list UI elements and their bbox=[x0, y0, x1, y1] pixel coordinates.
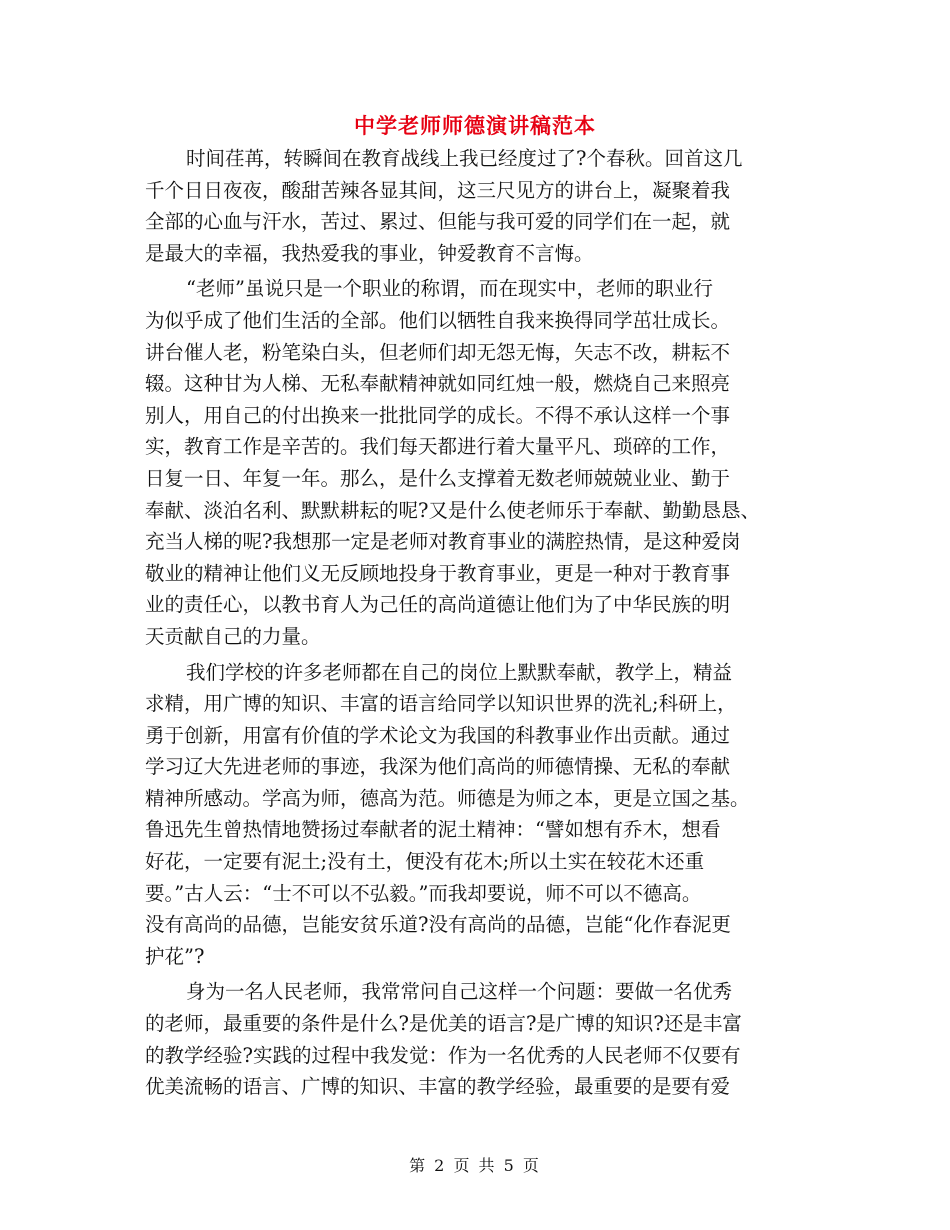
paragraph-line: 的老师，最重要的条件是什么?是优美的语言?是广博的知识?还是丰富 bbox=[145, 1012, 742, 1036]
paragraph-line: 我们学校的许多老师都在自己的岗位上默默奉献，教学上，精益 bbox=[186, 660, 733, 684]
paragraph-line: 没有高尚的品德，岂能安贫乐道?没有高尚的品德，岂能“化作春泥更 bbox=[145, 913, 731, 937]
paragraph-line: 护花”? bbox=[145, 944, 205, 968]
paragraph-line: 日复一日、年复一年。那么，是什么支撑着无数老师兢兢业业、勤于 bbox=[145, 466, 731, 490]
paragraph-line: 别人，用自己的付出换来一批批同学的成长。不得不承认这样一个事 bbox=[145, 403, 731, 427]
paragraph-line: 奉献、淡泊名利、默默耕耘的呢?又是什么使老师乐于奉献、勤勤恳恳、 bbox=[145, 498, 760, 522]
paragraph-line: 时间荏苒，转瞬间在教育战线上我已经度过了?个春秋。回首这几 bbox=[186, 147, 743, 170]
paragraph-line: 实，教育工作是辛苦的。我们每天都进行着大量平凡、琐碎的工作， bbox=[145, 435, 731, 459]
paragraph-line: 的教学经验?实践的过程中我发觉：作为一名优秀的人民老师不仅要有 bbox=[145, 1043, 741, 1067]
paragraph-line: “老师”虽说只是一个职业的称谓，而在现实中，老师的职业行 bbox=[186, 277, 713, 301]
paragraph-line: 学习辽大先进老师的事迹，我深为他们高尚的师德情操、无私的奉献 bbox=[145, 755, 731, 779]
paragraph-line: 敬业的精神让他们义无反顾地投身于教育事业，更是一种对于教育事 bbox=[145, 561, 731, 585]
paragraph-line: 辍。这种甘为人梯、无私奉献精神就如同红烛一般，燃烧自己来照亮 bbox=[145, 372, 731, 396]
paragraph-line: 全部的心血与汗水，苦过、累过、但能与我可爱的同学们在一起，就 bbox=[145, 210, 731, 234]
paragraph-line: 天贡献自己的力量。 bbox=[145, 624, 321, 648]
paragraph-line: 是最大的幸福，我热爱我的事业，钟爱教育不言悔。 bbox=[145, 241, 594, 265]
document-title: 中学老师师德演讲稿范本 bbox=[354, 114, 596, 138]
paragraph-line: 业的责任心，以教书育人为己任的高尚道德让他们为了中华民族的明 bbox=[145, 593, 731, 617]
paragraph-line: 鲁迅先生曾热情地赞扬过奉献者的泥土精神：“譬如想有乔木，想看 bbox=[145, 818, 721, 842]
paragraph-line: 勇于创新，用富有价值的学术论文为我国的科教事业作出贡献。通过 bbox=[145, 723, 731, 747]
paragraph-line: 千个日日夜夜，酸甜苦辣各显其间，这三尺见方的讲台上，凝聚着我 bbox=[145, 178, 731, 202]
paragraph-line: 精神所感动。学高为师，德高为范。师德是为师之本，更是立国之基。 bbox=[145, 786, 750, 810]
paragraph-line: 优美流畅的语言、广博的知识、丰富的教学经验，最重要的是要有爱 bbox=[145, 1075, 731, 1099]
page-number-footer: 第 2 页 共 5 页 bbox=[409, 1156, 541, 1175]
paragraph-line: 身为一名人民老师，我常常问自己这样一个问题：要做一名优秀 bbox=[186, 980, 733, 1004]
paragraph-line: 充当人梯的呢?我想那一定是老师对教育事业的满腔热情，是这种爱岗 bbox=[145, 530, 741, 554]
paragraph-line: 求精，用广博的知识、丰富的语言给同学以知识世界的洗礼;科研上， bbox=[145, 692, 737, 716]
paragraph-line: 讲台催人老，粉笔染白头，但老师们却无怨无悔，矢志不改，耕耘不 bbox=[145, 340, 731, 364]
paragraph-line: 为似乎成了他们生活的全部。他们以牺牲自我来换得同学茁壮成长。 bbox=[145, 308, 731, 332]
paragraph-line: 好花，一定要有泥土;没有土，便没有花木;所以土实在较花木还重 bbox=[145, 850, 705, 874]
document-body bbox=[145, 143, 835, 1103]
paragraph-line: 要。”古人云：“士不可以不弘毅。”而我却要说，师不可以不德高。 bbox=[145, 881, 702, 905]
